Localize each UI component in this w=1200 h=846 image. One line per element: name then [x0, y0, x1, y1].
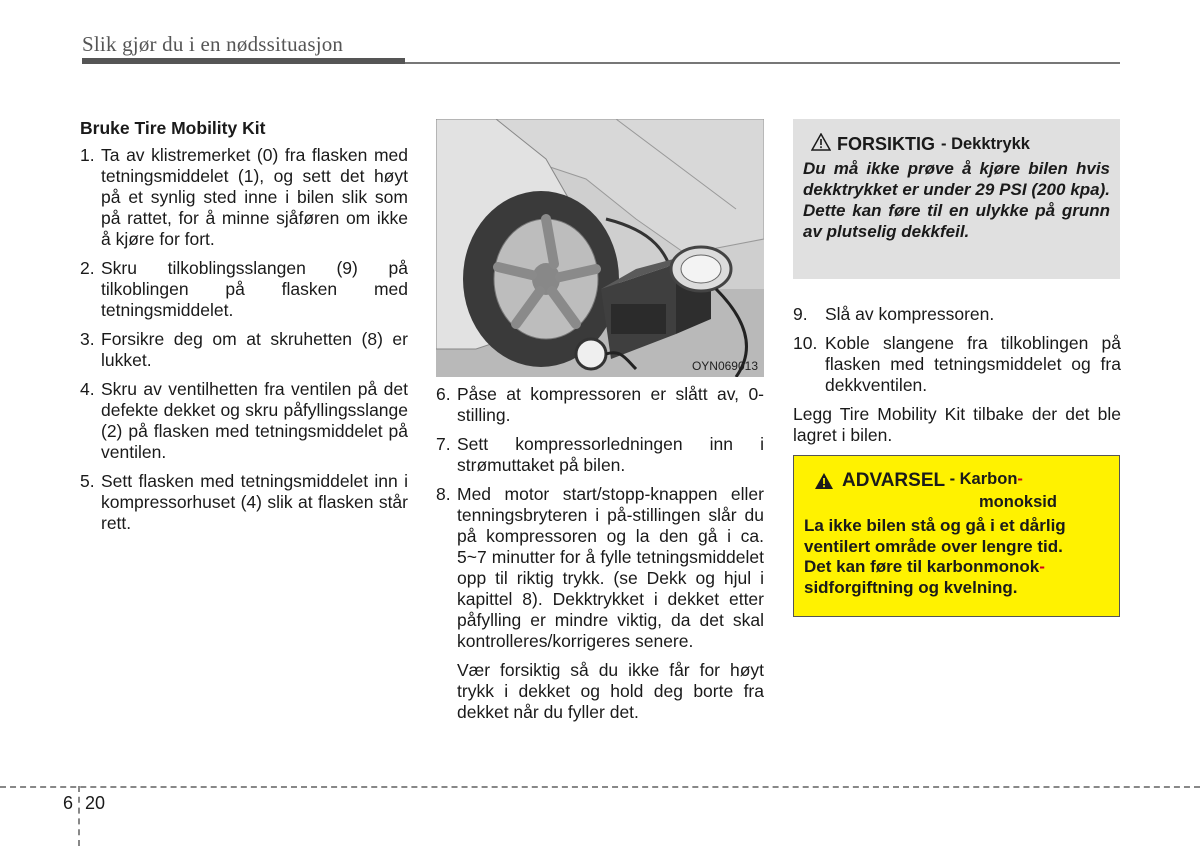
header-rule	[405, 62, 1120, 64]
warning-header	[804, 470, 1109, 495]
footer-rule	[0, 786, 1200, 788]
list-item	[80, 329, 408, 371]
photo-code: OYN069013	[691, 359, 758, 373]
steps-list-middle	[436, 384, 764, 652]
warning-line: ventilert område over lengre tid.	[804, 536, 1063, 556]
steps-list-right	[793, 304, 1121, 396]
step-text: Skru av ventilhetten fra ventilen på det defekte dekket og skru påfyllingsslange (2) på flasken med tetningsmiddelet på ventilen.	[101, 379, 408, 462]
warning-icon	[814, 472, 834, 495]
step-number: 9.	[793, 304, 808, 324]
list-item	[793, 333, 1121, 396]
right-column	[793, 304, 1121, 446]
left-column	[80, 118, 408, 542]
list-item	[80, 145, 408, 250]
step-text: Ta av klistremerket (0) fra flasken med tetningsmiddelet (1), og sett det høyt på et synlig sted inne i bilen slik som på rattet, for å minne sjåføren om ikke å kjøre for fort.	[101, 145, 408, 249]
step-text: Slå av kompressoren.	[825, 304, 995, 324]
step-text: Sett flasken med tetningsmiddelet inn i kompressorhuset (4) slik at flasken står rett.	[101, 471, 408, 533]
list-item	[793, 304, 1121, 325]
step-text: Med motor start/stopp-knappen eller tenningsbryteren i på-stillingen slår du på kompressoren og la den gå i ca. 5~7 minutter for å fylle tetningsmiddelet opp til riktig trykk. (se Dekk og hjul i kapittel 8). Dekktrykket i dekket etter påfylling er mindre viktig, da det skal kontrolleres/korrigeres senere.	[457, 484, 764, 651]
chapter-number: 6	[63, 793, 74, 813]
header-bar	[82, 58, 405, 64]
list-item	[80, 379, 408, 463]
step-text: Koble slangene fra tilkoblingen på flasken med tetningsmiddelet og fra dekkventilen.	[825, 333, 1121, 395]
caution-text: Du må ikke prøve å kjøre bilen hvis dekktrykket er under 29 PSI (200 kpa). Dette kan føre til en ulykke på grunn av plutselig dekkfeil.	[803, 159, 1110, 241]
warning-word: ADVARSEL	[842, 470, 946, 491]
list-item	[436, 434, 764, 476]
caution-icon	[811, 133, 831, 156]
warning-text	[804, 516, 1109, 598]
section-heading: Bruke Tire Mobility Kit	[80, 118, 266, 138]
step-number: 7.	[436, 434, 451, 454]
step-text: Forsikre deg om at skruhetten (8) er lukket.	[101, 329, 408, 370]
page-header-title: Slik gjør du i en nødssituasjon	[82, 32, 344, 56]
step-text: Sett kompressorledningen inn i strømuttaket på bilen.	[457, 434, 764, 475]
step-number: 1.	[80, 145, 95, 165]
step-text: Påse at kompressoren er slått av, 0-stilling.	[457, 384, 764, 425]
warning-line: sidforgiftning og kvelning.	[804, 577, 1018, 597]
warning-box	[793, 455, 1120, 617]
list-item	[80, 471, 408, 534]
warning-line: La ikke bilen stå og gå i et dårlig	[804, 516, 1066, 535]
page-number: 20	[85, 793, 106, 813]
step-number: 6.	[436, 384, 451, 404]
step-number: 5.	[80, 471, 95, 491]
tire-kit-photo	[436, 119, 764, 377]
list-item	[436, 484, 764, 652]
caution-subtitle: - Dekktrykk	[941, 135, 1030, 153]
step-number: 2.	[80, 258, 95, 278]
middle-column	[436, 384, 764, 723]
warning-subtitle: - Karbon	[949, 470, 1018, 488]
step-number: 8.	[436, 484, 451, 504]
caution-title	[803, 133, 1110, 156]
warning-hyphen: -	[1017, 470, 1023, 488]
caution-note: Vær forsiktig så du ikke får for høyt trykk i dekket og hold deg borte fra dekket når du fyller det.	[457, 660, 764, 722]
tire-kit-illustration	[436, 119, 764, 377]
step-number: 3.	[80, 329, 95, 349]
list-item	[80, 258, 408, 321]
warning-line: Det kan føre til karbonmonok-	[804, 557, 1045, 576]
list-item	[436, 384, 764, 426]
caution-word: FORSIKTIG	[837, 134, 935, 154]
storage-paragraph: Legg Tire Mobility Kit tilbake der det ble lagret i bilen.	[793, 404, 1121, 445]
warning-subtitle-line2: monoksid	[979, 493, 1057, 511]
footer-divider	[78, 786, 80, 846]
steps-list-left	[80, 145, 408, 534]
step-number: 10.	[793, 333, 818, 353]
step-text: Skru tilkoblingsslangen (9) på tilkoblingen på flasken med tetningsmiddelet.	[101, 258, 408, 320]
caution-box	[793, 119, 1120, 279]
step-number: 4.	[80, 379, 95, 399]
